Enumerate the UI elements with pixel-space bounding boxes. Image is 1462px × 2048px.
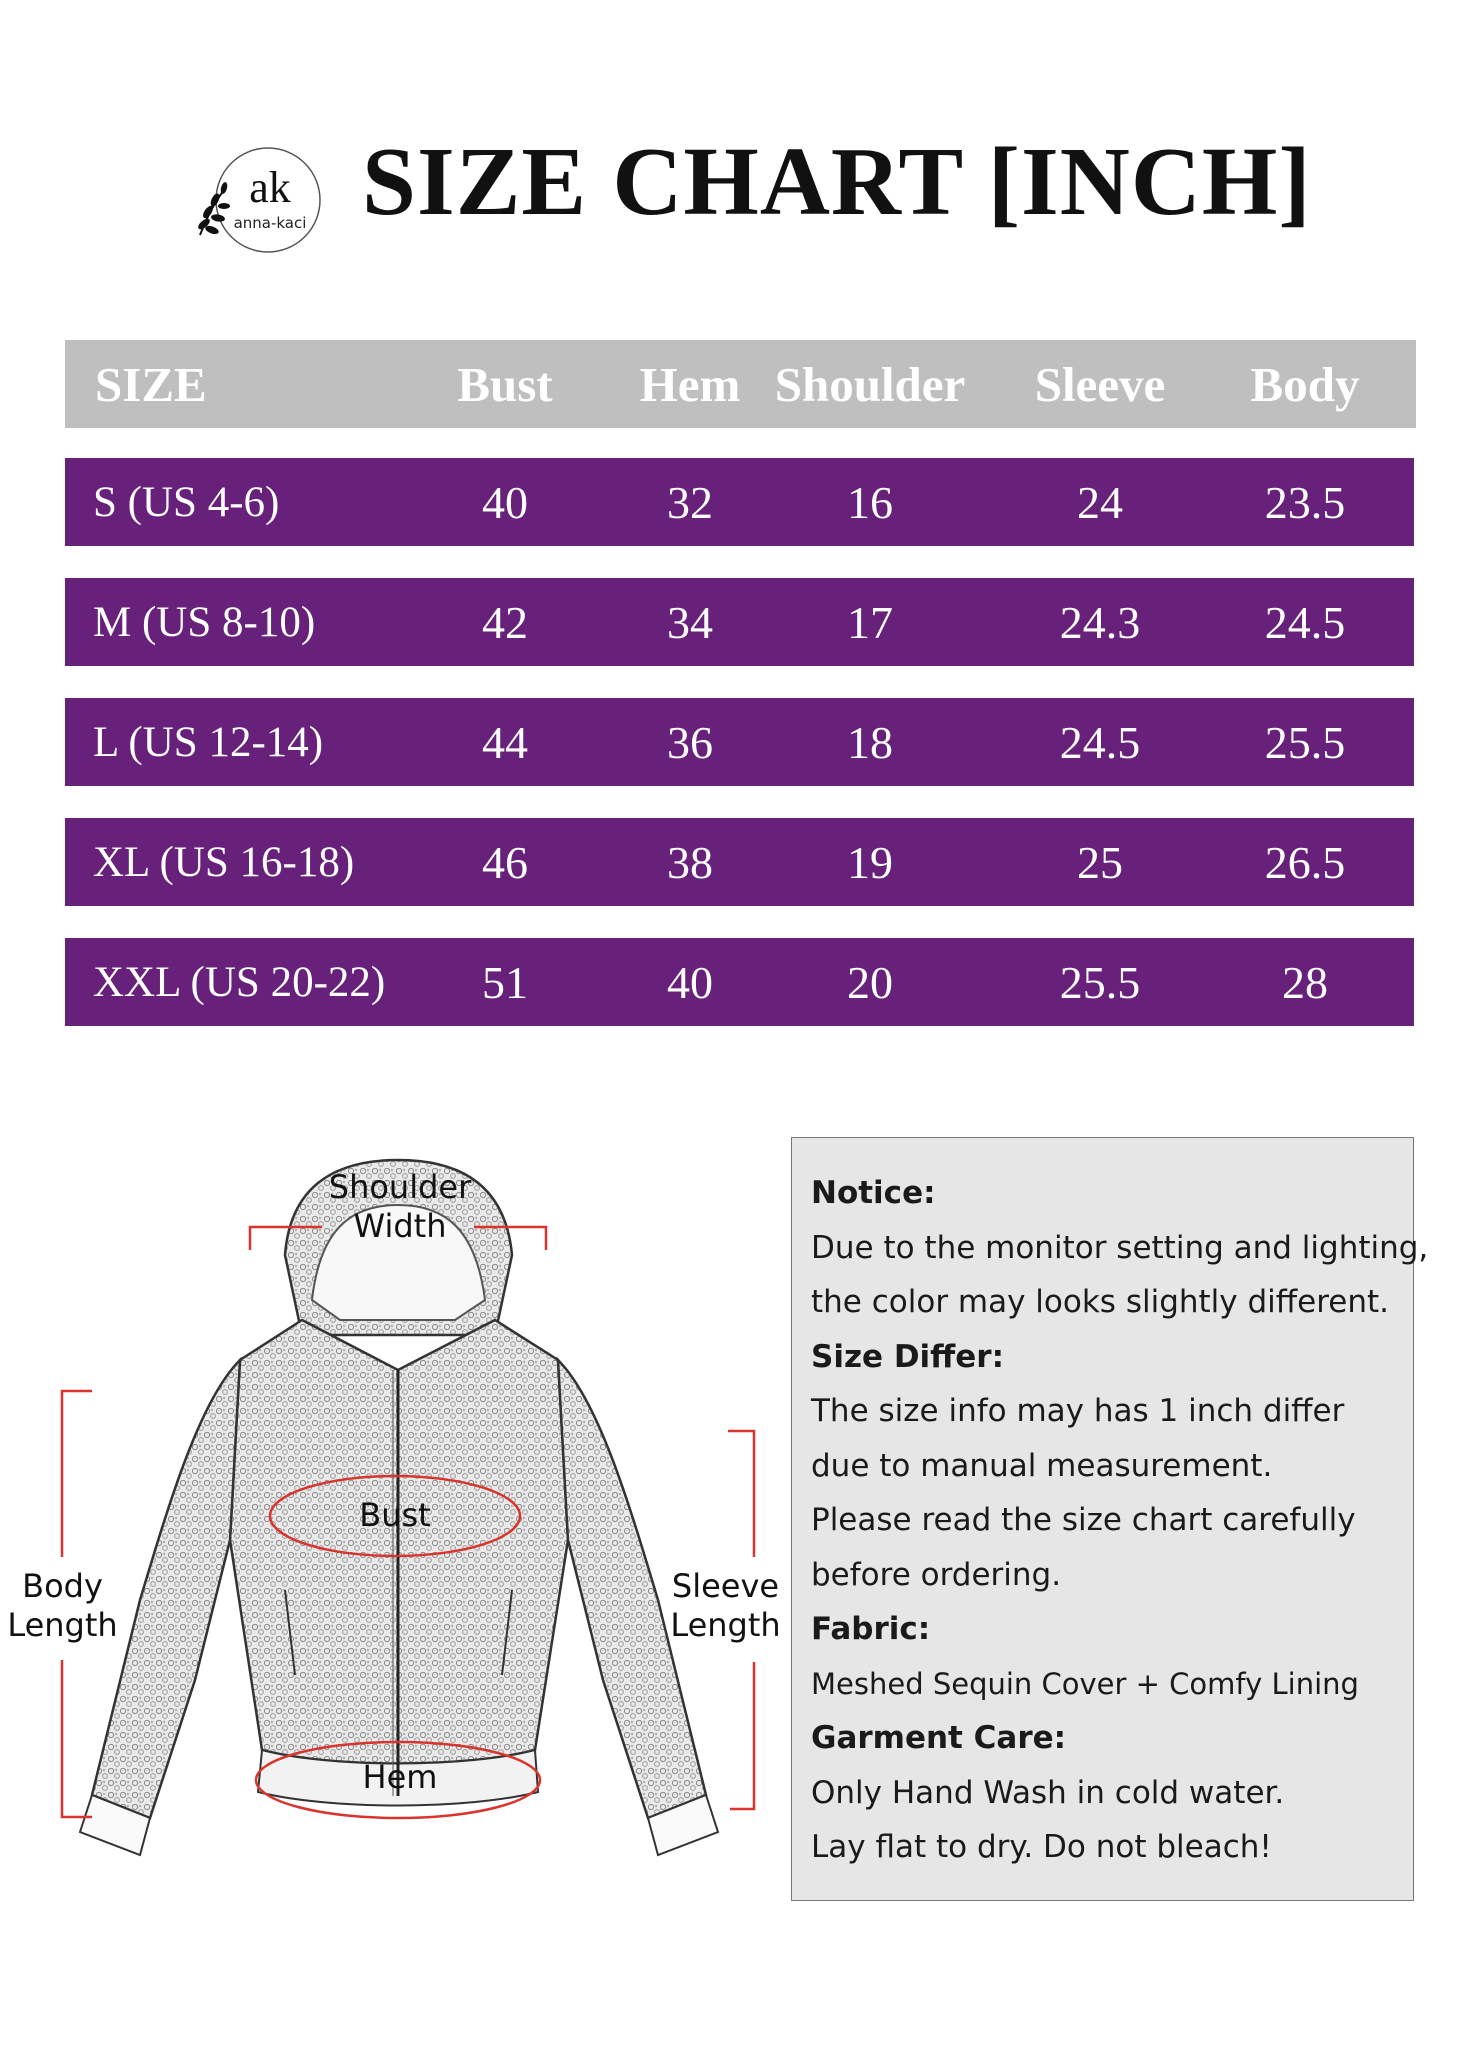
header	[0, 120, 1462, 270]
body-cell: 24.5	[1264, 596, 1346, 648]
size-differ-heading: Size Differ:	[811, 1338, 1004, 1375]
hem-cell: 32	[667, 476, 713, 528]
size-differ-text: before ordering.	[811, 1556, 1062, 1593]
table-row	[65, 458, 1414, 546]
shoulder-cell: 19	[847, 836, 893, 888]
column-header-shoulder: Shoulder	[774, 356, 966, 412]
table-header-row	[65, 340, 1416, 428]
size-cell: S (US 4-6)	[93, 478, 280, 526]
shoulder-cell: 18	[847, 716, 893, 768]
hem-cell: 34	[667, 596, 713, 648]
bust-cell: 44	[482, 716, 528, 768]
sleeve-cell: 25.5	[1059, 956, 1141, 1008]
hem-cell: 40	[667, 956, 713, 1008]
table-row	[65, 938, 1414, 1026]
shoulder-cell: 17	[847, 596, 893, 648]
size-differ-text: Please read the size chart carefully	[811, 1502, 1356, 1538]
body-cell: 25.5	[1264, 716, 1346, 768]
notice-text: the color may looks slightly different.	[811, 1284, 1389, 1320]
column-header-hem: Hem	[639, 356, 741, 412]
bust-label: Bust	[359, 1496, 431, 1534]
size-cell: L (US 12-14)	[93, 718, 324, 766]
sleeve-cell: 24.5	[1059, 716, 1141, 768]
logo-text: anna-kaci	[233, 214, 307, 232]
notice-text: Due to the monitor setting and lighting,	[811, 1229, 1429, 1266]
sleeve-cell: 25	[1077, 836, 1123, 888]
sleeve-cell: 24.3	[1059, 596, 1141, 648]
hem-label: Hem	[362, 1758, 438, 1796]
hem-cell: 38	[667, 836, 713, 888]
column-header-sleeve: Sleeve	[1034, 356, 1166, 412]
sleeve-label-line2: Length	[670, 1606, 781, 1644]
measurement-diagram	[0, 1120, 790, 1890]
shoulder-cell: 16	[847, 476, 893, 528]
column-header-bust: Bust	[457, 356, 553, 412]
sleeve-cell: 24	[1077, 476, 1123, 528]
size-cell: M (US 8-10)	[93, 598, 316, 646]
hem-cell: 36	[667, 716, 713, 768]
body-length-label	[0, 1567, 125, 1645]
column-header-body: Body	[1250, 356, 1360, 412]
table-row	[65, 818, 1414, 906]
size-cell: XXL (US 20-22)	[93, 958, 386, 1006]
size-cell: XL (US 16-18)	[93, 838, 355, 886]
fabric-text: Meshed Sequin Cover + Comfy Lining	[811, 1666, 1359, 1701]
body-cell: 23.5	[1264, 476, 1346, 528]
size-differ-text: due to manual measurement.	[811, 1447, 1273, 1484]
body-label-line2: Length	[7, 1606, 118, 1644]
bust-cell: 51	[482, 956, 528, 1008]
sleeve-length-label	[663, 1567, 788, 1645]
notice-heading: Notice:	[811, 1175, 936, 1211]
bust-cell: 42	[482, 596, 528, 648]
body-cell: 28	[1282, 956, 1328, 1008]
bust-cell: 46	[482, 836, 528, 888]
sleeve-label-line1: Sleeve	[671, 1567, 780, 1605]
shoulder-label-line1: Shoulder	[328, 1168, 472, 1206]
body-cell: 26.5	[1264, 836, 1346, 888]
shoulder-label-line2: Width	[353, 1207, 447, 1245]
column-header-size: SIZE	[95, 356, 207, 412]
brand-logo	[182, 140, 332, 260]
table-row	[65, 698, 1414, 786]
shoulder-cell: 20	[847, 956, 893, 1008]
table-row	[65, 578, 1414, 666]
fabric-heading: Fabric:	[811, 1611, 931, 1647]
garment-care-heading: Garment Care:	[811, 1720, 1067, 1756]
notice-box	[791, 1137, 1429, 1901]
size-differ-text: The size info may has 1 inch differ	[811, 1393, 1345, 1429]
garment-care-text: Only Hand Wash in cold water.	[811, 1774, 1285, 1811]
shoulder-width-label	[325, 1168, 475, 1246]
bust-cell: 40	[482, 476, 528, 528]
logo-monogram: ak	[249, 163, 291, 212]
body-label-line1: Body	[22, 1567, 103, 1605]
page-title: SIZE CHART [INCH]	[362, 128, 1312, 235]
garment-care-text: Lay flat to dry. Do not bleach!	[811, 1829, 1272, 1865]
